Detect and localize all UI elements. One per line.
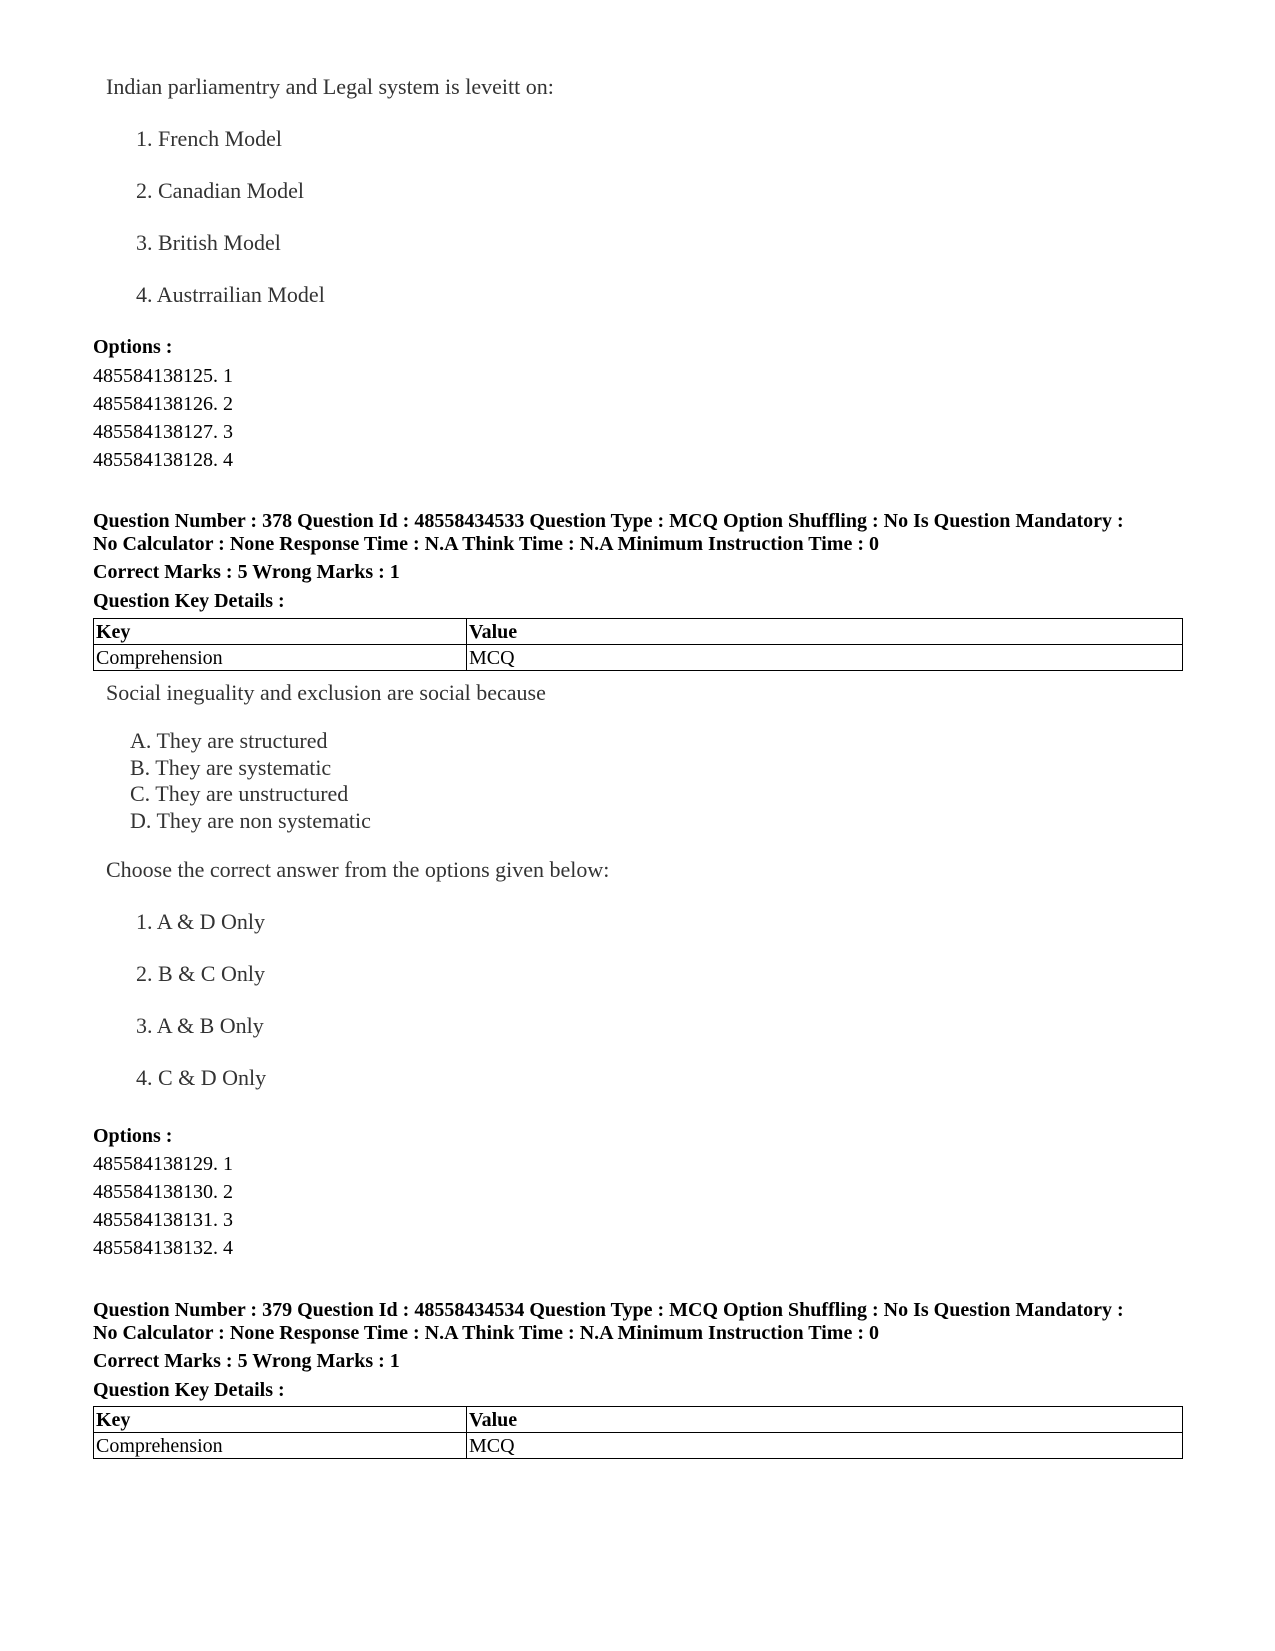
table-header-key: Key [94,1407,467,1433]
question-image-378 [106,680,806,1090]
question-meta-line-2: No Calculator : None Response Time : N.A Think Time : N.A Minimum Instruction Time : 0 [93,1322,879,1344]
table-header-row [94,1407,1183,1433]
table-cell-key: Comprehension [94,1433,467,1459]
question-choice-4: 4. C & D Only [136,1065,267,1090]
option-item: 485584138129. 1 [93,1153,233,1175]
question-meta-378 [93,510,1183,556]
question-meta-379 [93,1299,1183,1345]
question-instruction: Choose the correct answer from the options given below: [106,857,610,882]
table-header-value: Value [467,619,1183,645]
question-statement-a: A. They are structured [130,728,328,753]
question-meta-line-2: No Calculator : None Response Time : N.A Think Time : N.A Minimum Instruction Time : 0 [93,533,879,555]
question-image-377 [106,74,806,314]
question-choice-1: 1. A & D Only [136,909,265,934]
table-cell-key: Comprehension [94,645,467,671]
option-item: 485584138125. 1 [93,365,233,387]
question-statement-b: B. They are systematic [130,755,332,780]
question-meta-line-1: Question Number : 378 Question Id : 48558434533 Question Type : MCQ Option Shuffling : No Is Question Mandatory : [93,510,1124,532]
options-label: Options : [93,336,173,358]
key-details-label: Question Key Details : [93,590,285,612]
question-statement-c: C. They are unstructured [130,781,349,806]
question-choice-2: 2. Canadian Model [136,178,305,203]
options-label: Options : [93,1125,173,1147]
question-meta-line-1: Question Number : 379 Question Id : 48558434534 Question Type : MCQ Option Shuffling : No Is Question Mandatory : [93,1299,1124,1321]
table-cell-value: MCQ [467,645,1183,671]
table-row [94,1433,1183,1459]
question-statement-d: D. They are non systematic [130,808,371,833]
key-details-label: Question Key Details : [93,1379,285,1401]
question-stem: Social ineguality and exclusion are social because [106,680,546,705]
question-choice-2: 2. B & C Only [136,961,265,986]
question-choice-3: 3. A & B Only [136,1013,264,1038]
option-item: 485584138130. 2 [93,1181,233,1203]
option-item: 485584138126. 2 [93,393,233,415]
table-header-key: Key [94,619,467,645]
question-choice-4: 4. Austrrailian Model [136,282,325,307]
question-choice-1: 1. French Model [136,126,283,151]
table-cell-value: MCQ [467,1433,1183,1459]
table-header-value: Value [467,1407,1183,1433]
key-details-table [93,1406,1183,1459]
option-item: 485584138128. 4 [93,449,233,471]
option-item: 485584138132. 4 [93,1237,233,1259]
marks-line: Correct Marks : 5 Wrong Marks : 1 [93,1350,400,1372]
option-item: 485584138127. 3 [93,421,233,443]
table-row [94,645,1183,671]
key-details-table [93,618,1183,671]
question-stem: Indian parliamentry and Legal system is leveitt on: [106,74,554,99]
option-item: 485584138131. 3 [93,1209,233,1231]
table-header-row [94,619,1183,645]
question-choice-3: 3. British Model [136,230,281,255]
marks-line: Correct Marks : 5 Wrong Marks : 1 [93,561,400,583]
